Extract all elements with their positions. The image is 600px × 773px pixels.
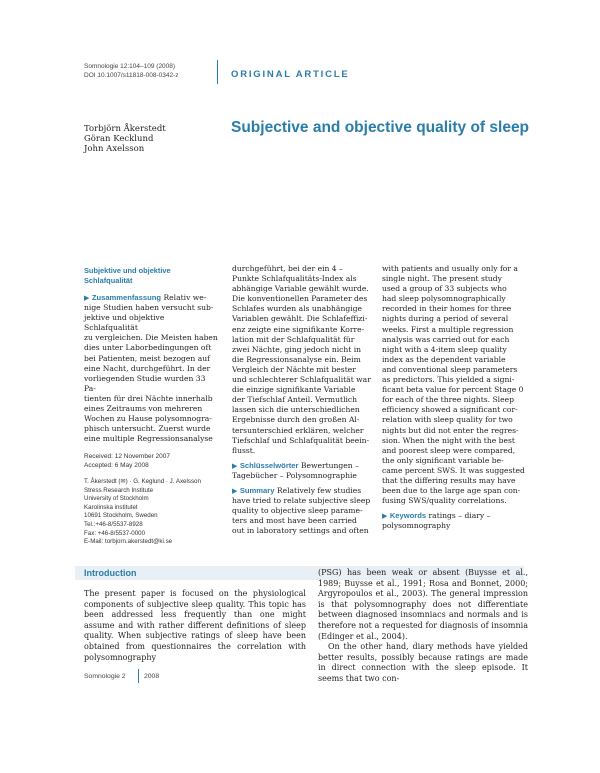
text-line: die Regressionsanalyse ein. Beim bbox=[232, 354, 361, 364]
article-title: Subjective and objective quality of sleep bbox=[231, 119, 530, 136]
footer-divider bbox=[138, 669, 139, 683]
text-line: nights but did not enter the regres- bbox=[382, 425, 519, 435]
text-line: der Tiefschlaf Anteil. Vermutlich bbox=[232, 395, 358, 405]
german-heading bbox=[84, 266, 171, 285]
text-line: Tiefschlaf und Schlafqualität beein- bbox=[232, 435, 370, 445]
text-line: and poorest sleep were compared, bbox=[382, 445, 516, 455]
accepted-date: Accepted: 6 May 2008 bbox=[84, 461, 149, 469]
text-line: weeks. First a multiple regression bbox=[382, 324, 514, 334]
address-line: Fax: +46-8/5537-0000 bbox=[84, 529, 146, 537]
text-line: been due to the large age span con- bbox=[382, 486, 521, 496]
text-line: polysomnography bbox=[382, 521, 451, 531]
text-line: Variablen gewählt. Die Schlafeffizi- bbox=[232, 314, 368, 324]
text-line: vorliegenden Studie wurden 33 Pa- bbox=[84, 373, 206, 393]
text-line: zu vergleichen. Die Meisten haben bbox=[84, 333, 218, 343]
text-line: enz zeigte eine signifikante Korre- bbox=[232, 324, 365, 334]
text-line: tersunterschied erklären, welcher bbox=[232, 425, 364, 435]
text-line: Wochen zu Hause polysomnogra- bbox=[84, 414, 212, 424]
text-line: single night. The present study bbox=[382, 274, 502, 284]
text-line: abhängige Variable gewählt wurde. bbox=[232, 284, 369, 294]
text-line: flusst. bbox=[232, 445, 256, 455]
paragraph: The present paper is focused on the physiological components of subjective sleep quality. This topic has been addressed less frequently than one might assume and with rather different definitions of sleep quality. When subjective ratings of sleep have been obtained from questionnaires the correlation with polysomnography bbox=[84, 589, 306, 662]
author-list bbox=[84, 124, 166, 154]
address-line: T. Åkerstedt (✉) · G. Keglund · J. Axelsson bbox=[84, 478, 201, 485]
text-line: efficiency showed a significant cor- bbox=[382, 405, 518, 415]
introduction-right-column bbox=[318, 568, 528, 685]
address-line: Tel.:+46-8/5537-8928 bbox=[84, 520, 143, 528]
text-line: Tagebücher – Polysomnographie bbox=[232, 470, 357, 480]
german-summary-continued bbox=[232, 264, 372, 536]
text-line: out in laboratory settings and often bbox=[232, 526, 369, 536]
address-line: Karolinska institutet bbox=[84, 503, 138, 511]
footer-year: 2008 bbox=[144, 673, 160, 680]
text-line: Vergleich der Nächte mit bester bbox=[232, 364, 356, 374]
text-line: eine multiple Regressionsanalyse bbox=[84, 434, 213, 444]
summary-label: Summary bbox=[239, 485, 275, 495]
address-line: 10691 Stockholm, Sweden bbox=[84, 512, 158, 520]
text-line: Relativ we- bbox=[163, 293, 207, 302]
address-line: Stress Research Institute bbox=[84, 486, 154, 494]
text-line: night with a 4-item sleep quality bbox=[382, 344, 507, 354]
received-date: Received: 12 November 2007 bbox=[84, 453, 170, 460]
text-line: with patients and usually only for a bbox=[382, 264, 518, 273]
triangle-icon: ▶ bbox=[232, 461, 238, 470]
text-line: sion. When the night with the best bbox=[382, 435, 515, 445]
introduction-left-column bbox=[84, 589, 306, 663]
triangle-icon: ▶ bbox=[232, 486, 238, 495]
author-name: Göran Kecklund bbox=[84, 134, 154, 144]
text-line: used a group of 33 subjects who bbox=[382, 284, 507, 294]
text-line: Relatively few studies bbox=[276, 485, 362, 495]
paragraph: On the other hand, diary methods have yielded better results, possibly because ratings are made in direct connection with the sleep episode. It seems that two con- bbox=[318, 642, 528, 683]
journal-doi: DOI 10.1007/s11818-008-0342-z bbox=[84, 72, 179, 79]
text-line: ters and most have been carried bbox=[232, 516, 357, 526]
text-line: dies unter Laborbedingungen oft bbox=[84, 343, 212, 353]
german-heading-line: Subjektive und objektive bbox=[84, 266, 171, 275]
text-line: recorded in their homes for three bbox=[382, 304, 512, 314]
header-divider bbox=[217, 60, 218, 84]
section-label: ORIGINAL ARTICLE bbox=[231, 69, 350, 80]
text-line: fusing SWS/quality correlations. bbox=[382, 496, 507, 506]
english-summary-continued bbox=[382, 264, 527, 531]
author-name: Torbjörn Åkerstedt bbox=[84, 124, 166, 134]
text-line: the only significant variable be- bbox=[382, 455, 504, 465]
german-heading-line: Schlafqualität bbox=[84, 275, 133, 285]
text-line: Bewertungen – bbox=[300, 460, 359, 470]
text-line: Schlafes wurden als unabhängige bbox=[232, 304, 362, 314]
text-line: zwei Nächte, ging jedoch nicht in bbox=[232, 344, 362, 354]
text-line: ratings – diary – bbox=[428, 511, 491, 521]
text-line: quality to objective sleep parame- bbox=[232, 506, 363, 516]
text-line: jektive und objektive Schlafqualität bbox=[84, 313, 165, 333]
text-line: and conventional sleep parameters bbox=[382, 364, 518, 374]
triangle-icon: ▶ bbox=[84, 294, 90, 302]
text-line: tienten für drei Nächte innerhalb bbox=[84, 393, 213, 403]
keywords-label: Keywords bbox=[389, 511, 427, 521]
correspondence-address bbox=[84, 478, 201, 547]
journal-citation: Somnologie 12:104–109 (2008) bbox=[84, 63, 176, 70]
text-line: eine Nacht, durchgeführt. In der bbox=[84, 363, 211, 373]
text-line: for each of the three nights. Sleep bbox=[382, 395, 514, 405]
text-line: had sleep polysomnographically bbox=[382, 294, 506, 304]
text-line: nige Studien haben versucht sub- bbox=[84, 303, 214, 313]
text-line: index as the dependent variable bbox=[382, 354, 506, 364]
text-line: lassen sich die unterschiedlichen bbox=[232, 405, 360, 415]
text-line: as predictors. This yielded a signi- bbox=[382, 375, 515, 385]
text-line: ficant beta value for percent Stage 0 bbox=[382, 385, 524, 395]
text-line: nights during a period of several bbox=[382, 314, 509, 324]
text-line: came percent SWS. It was suggested bbox=[382, 465, 525, 475]
text-line: Punkte Schlafqualitäts-Index als bbox=[232, 274, 357, 284]
author-name: John Axelsson bbox=[84, 144, 145, 154]
text-line: die einzige signifikante Variable bbox=[232, 385, 356, 395]
text-line: eines Zeitraums von mehreren bbox=[84, 404, 203, 414]
german-summary bbox=[84, 293, 219, 444]
text-line: und schlechterer Schlafqualität war bbox=[232, 375, 371, 385]
address-line: University of Stockholm bbox=[84, 495, 149, 503]
footer-journal: Somnologie 2 bbox=[84, 673, 126, 680]
text-line: that the differing results may have bbox=[382, 475, 516, 485]
keywords-label: Schlüsselwörter bbox=[239, 460, 299, 470]
triangle-icon: ▶ bbox=[382, 512, 388, 521]
article-dates bbox=[84, 453, 170, 470]
text-line: Die konventionellen Parameter des bbox=[232, 294, 368, 304]
text-line: durchgeführt, bei der ein 4 – bbox=[232, 264, 343, 273]
summary-label: Zusammenfassung bbox=[91, 293, 162, 302]
text-line: analysis was carried out for each bbox=[382, 334, 510, 344]
text-line: phisch untersucht. Zuerst wurde bbox=[84, 424, 211, 434]
text-line: lation mit der Schlafqualität für bbox=[232, 334, 355, 344]
text-line: Ergebnisse durch den großen Al- bbox=[232, 415, 360, 425]
paragraph: (PSG) has been weak or absent (Buysse et al., 1989; Buysse et al., 1991; Rosa and Bonnet, 2000; Argyropoulos et al., 2003). The general impression is that polysomnography does not differentiate between diagnosed insomniacs and normals and is therefore not a requested for diagnosis of insomnia (Edinger et al., 2004). bbox=[318, 568, 528, 641]
address-line: E-Mail: torbjorn.akerstedt@ki.se bbox=[84, 538, 173, 546]
text-line: bei Patienten, meist bezogen auf bbox=[84, 353, 210, 363]
introduction-heading: Introduction bbox=[84, 568, 137, 578]
text-line: relation with sleep quality for two bbox=[382, 415, 513, 425]
text-line: have tried to relate subjective sleep bbox=[232, 496, 371, 506]
